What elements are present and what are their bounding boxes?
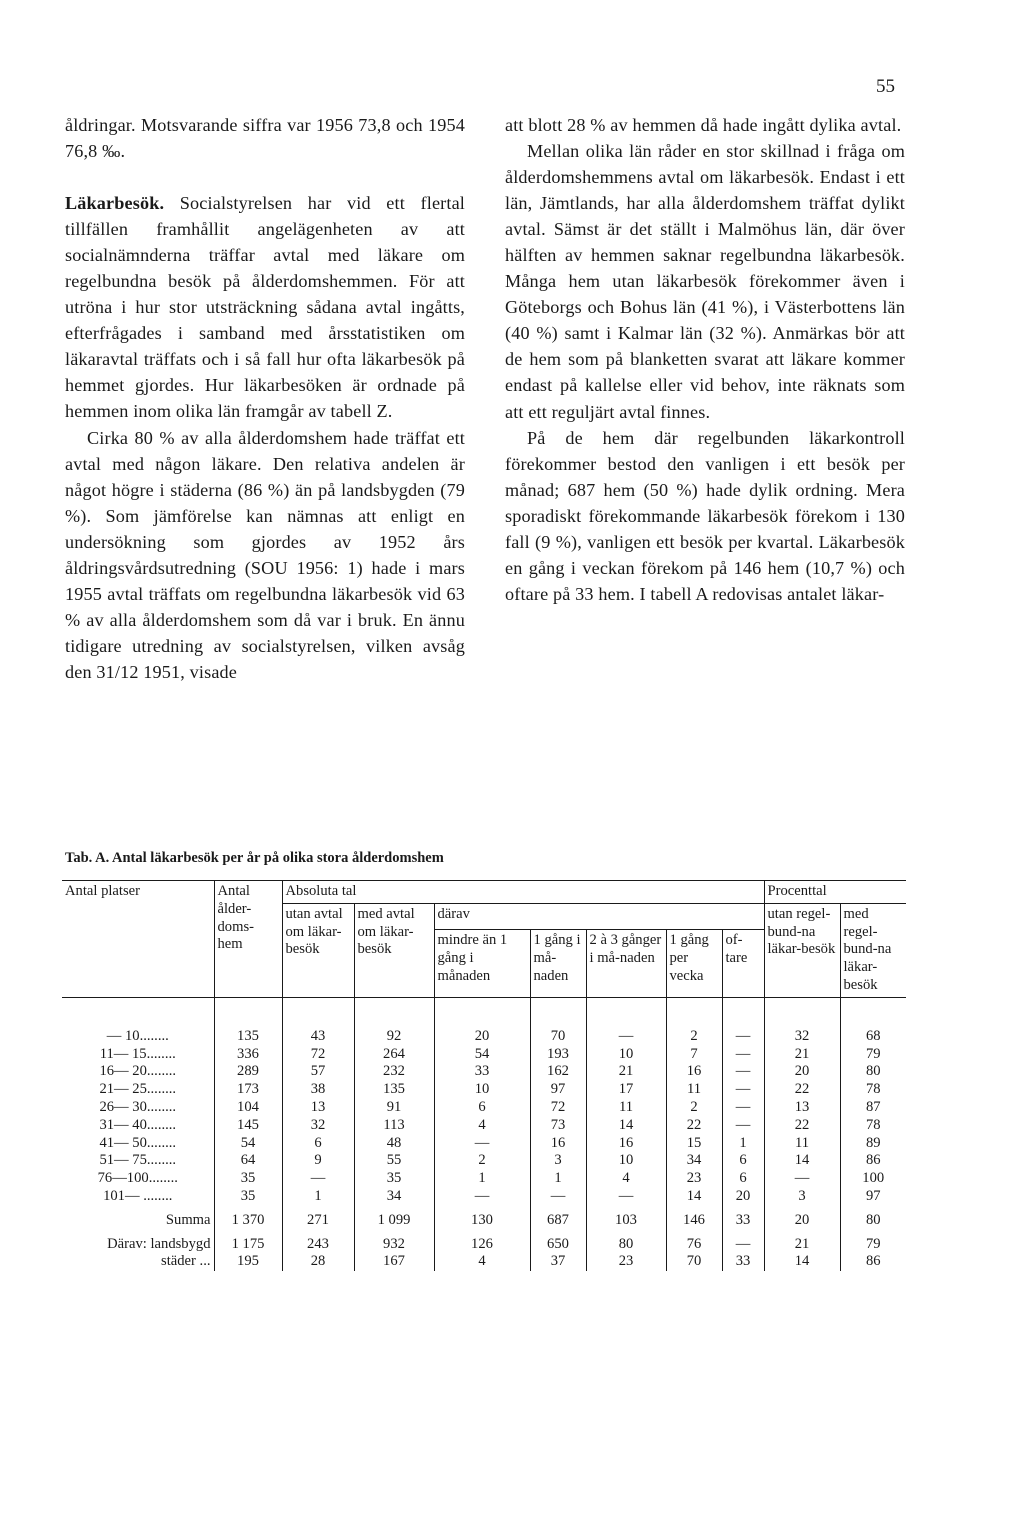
table-cell: 173 [214,1081,282,1099]
table-cell: 130 [434,1212,530,1230]
table-cell: 22 [666,1117,722,1135]
table-cell: — [586,1188,666,1206]
table-row [62,1117,906,1135]
table-cell: 28 [282,1253,354,1271]
table-cell: 10 [434,1081,530,1099]
table-cell: — [434,1135,530,1153]
table-cell: 162 [530,1063,586,1081]
row-label: 16— 20........ [99,1063,177,1080]
table-cell: 43 [282,1028,354,1046]
table-cell: 6 [722,1170,764,1188]
table-cell: — [722,1046,764,1064]
table-cell: — [282,1170,354,1188]
table-cell: 1 370 [214,1212,282,1230]
table-cell: 146 [666,1212,722,1230]
table-cell: 1 [530,1170,586,1188]
table-cell: 55 [354,1152,434,1170]
table-cell: 68 [840,1028,906,1046]
table-cell: — [722,1117,764,1135]
section-heading: Läkarbesök. [65,193,165,214]
table-cell: 103 [586,1212,666,1230]
table-cell: 48 [354,1135,434,1153]
table-cell: 167 [354,1253,434,1271]
row-label: 31— 40........ [99,1116,177,1133]
table-cell: 264 [354,1046,434,1064]
header-1-gang-vecka: 1 gång per vecka [666,930,722,998]
table-cell: 232 [354,1063,434,1081]
row-label: 76—100........ [97,1170,178,1187]
table-cell: 145 [214,1117,282,1135]
table-cell: — [764,1170,840,1188]
table-cell: 11 [666,1081,722,1099]
table-cell: 14 [764,1152,840,1170]
table-cell: — [722,1081,764,1099]
table-cell: 57 [282,1063,354,1081]
table-cell: 10 [586,1152,666,1170]
table-row [62,1188,906,1206]
row-label: 21— 25........ [99,1081,177,1098]
table-cell: 4 [434,1117,530,1135]
paragraph: Cirka 80 % av alla ålderdomshem hade träffat ett avtal med någon läkare. Den relativa andelen är något högre i städerna (86 %) än på landsbygden (79 %). Som jämförelse kan nämnas att enligt en undersökning som gjordes av 1952 års åldringsvårdsutredning (SOU 1956: 1) hade i mars 1955 avtal träffats om regelbundna läkarbesök vid 63 % av alla ålderdomshem som då var i bruk. En ännu tidigare utredning av socialstyrelsen, vilken avsåg den 31/12 1951, visade [65,427,465,682]
table-title: Tab. A. Antal läkarbesök per år på olika stora ålderdomshem [65,850,444,866]
table-cell: 35 [354,1170,434,1188]
table-cell: 7 [666,1046,722,1064]
table-cell: — [586,1028,666,1046]
table-cell: — [434,1188,530,1206]
row-label: 11— 15........ [99,1045,176,1062]
table-row [62,1236,906,1254]
table-cell: 64 [214,1152,282,1170]
row-label: städer ... [161,1253,211,1270]
table-cell: 1 [722,1135,764,1153]
table-cell: 92 [354,1028,434,1046]
table-cell: 22 [764,1081,840,1099]
table-cell: 4 [586,1170,666,1188]
table-cell: 78 [840,1117,906,1135]
table-cell: 87 [840,1099,906,1117]
table-cell: — [722,1063,764,1081]
table-cell: 20 [434,1028,530,1046]
table-cell: 34 [666,1152,722,1170]
table-cell: 21 [764,1236,840,1254]
table-cell: 9 [282,1152,354,1170]
header-pct-utan: utan regel-bund-na läkar-besök [764,903,840,997]
table-row [62,1170,906,1188]
row-label: 41— 50........ [99,1134,177,1151]
table-cell: 54 [434,1046,530,1064]
table-cell: 195 [214,1253,282,1271]
table-cell: 89 [840,1135,906,1153]
table-cell: 3 [764,1188,840,1206]
table-cell: 86 [840,1253,906,1271]
table-row [62,1099,906,1117]
table-cell: 79 [840,1236,906,1254]
table-cell: 34 [354,1188,434,1206]
table-cell: 72 [282,1046,354,1064]
table-cell: 35 [214,1188,282,1206]
table-cell: 1 [282,1188,354,1206]
table-cell: 336 [214,1046,282,1064]
paragraph-with-heading [65,190,465,424]
table-cell: 70 [666,1253,722,1271]
table-cell: 687 [530,1212,586,1230]
table-cell: 932 [354,1236,434,1254]
table-cell: 11 [764,1135,840,1153]
paragraph: På de hem där regelbunden läkarkontroll förekommer bestod den vanligen i ett besök per månad; 687 hem (50 %) hade dylik ordning. Mera sporadiskt förekommande läkarbesök förekom i 130 fall (9 %), vanligen ett besök per kvartal. Läkarbesök en gång i veckan förekom på 146 hem (10,7 %) och oftare på 33 hem. I tabell A redovisas antalet läkar- [505,427,905,604]
table-cell: 16 [530,1135,586,1153]
table-cell: 2 [666,1028,722,1046]
table-cell: 6 [282,1135,354,1153]
paragraph: Mellan olika län råder en stor skillnad i fråga om ålderdomshemmens avtal om läkarbesök. Endast i ett län, Jämtlands, har alla ålderdomshem träffat dylikt avtal. Sämst är det ställt i Malmöhus län, där över hälften av hemmen saknar regelbundna läkarbesök. Många hem utan läkarbesök förekommer även i Göteborgs och Bohus län (41 %), i Västerbottens län (40 %) samt i Kalmar län (32 %). Anmärkas bör att de hem som på blanketten svarat att läkare kommer endast på kallelse eller vid behov, inte räknats som att ett reguljärt avtal finnes. [505,141,905,422]
row-label: 26— 30........ [99,1098,177,1115]
table-cell: 17 [586,1081,666,1099]
table-cell: 37 [530,1253,586,1271]
table-cell: 21 [764,1046,840,1064]
table-cell: 73 [530,1117,586,1135]
table-cell: 78 [840,1081,906,1099]
header-med-avtal: med avtal om läkar-besök [354,903,434,997]
table-cell: 100 [840,1170,906,1188]
table-cell: 6 [722,1152,764,1170]
table-cell: 2 [434,1152,530,1170]
table-row [62,1046,906,1064]
header-procenttal: Procenttal [764,881,906,904]
table-cell: — [722,1099,764,1117]
paragraph: åldringar. Motsvarande siffra var 1956 73,8 och 1954 76,8 ‰. [65,115,465,162]
header-absoluta-tal: Absoluta tal [282,881,764,904]
table-row [62,1063,906,1081]
table-row [62,1135,906,1153]
table-row [62,1028,906,1046]
row-label: 51— 75........ [99,1152,177,1169]
table-cell: 23 [666,1170,722,1188]
table-cell: 38 [282,1081,354,1099]
data-table [62,880,906,1271]
table-cell: 1 099 [354,1212,434,1230]
table-cell: 650 [530,1236,586,1254]
table-cell: 20 [722,1188,764,1206]
table-cell: — [722,1028,764,1046]
table-cell: 80 [840,1212,906,1230]
table-cell: 97 [840,1188,906,1206]
table-cell: 23 [586,1253,666,1271]
row-label: Summa [165,1211,211,1228]
header-1-gang-manad: 1 gång i må-naden [530,930,586,998]
right-column [505,112,905,607]
header-darav: därav [434,903,764,929]
table-cell: 91 [354,1099,434,1117]
table-cell: 16 [666,1063,722,1081]
table-cell: 13 [282,1099,354,1117]
table-cell: 79 [840,1046,906,1064]
table-cell: 135 [354,1081,434,1099]
table-cell: 126 [434,1236,530,1254]
page-number: 55 [876,76,895,97]
table-cell: 33 [722,1212,764,1230]
table-cell: 113 [354,1117,434,1135]
table-row [62,1253,906,1271]
table-cell: 13 [764,1099,840,1117]
paragraph-text: Socialstyrelsen har vid ett flertal tillfällen framhållit angelägenheten av att socialnämnderna träffar avtal med läkare om regelbundna besök på ålderdomshemmen. För att utröna i hur stor utsträckning sådana avtal ingåtts, efterfrågades i samband med årsstatistiken om läkaravtal träffats och i så fall hur ofta läkarbesök på hemmet gjordes. Hur läkarbesöken är ordnade på hemmen inom olika län framgår av tabell Z. [65,193,466,422]
table-cell: 70 [530,1028,586,1046]
table-cell: 6 [434,1099,530,1117]
table-row [62,1081,906,1099]
table-cell: 1 [434,1170,530,1188]
row-label: 101— ........ [103,1187,173,1204]
table-cell: 243 [282,1236,354,1254]
header-antal-alderdomshem: Antal ålder-doms-hem [214,881,282,998]
table-cell: 135 [214,1028,282,1046]
header-utan-avtal: utan avtal om läkar-besök [282,903,354,997]
table-cell: 97 [530,1081,586,1099]
table-cell: 80 [586,1236,666,1254]
table-cell: 86 [840,1152,906,1170]
table-row [62,1152,906,1170]
table-cell: 15 [666,1135,722,1153]
table-cell: 20 [764,1063,840,1081]
table-cell: 22 [764,1117,840,1135]
table-cell: — [530,1188,586,1206]
table-cell: 271 [282,1212,354,1230]
table-cell: 20 [764,1212,840,1230]
table-cell: 33 [722,1253,764,1271]
table-cell: 35 [214,1170,282,1188]
table-cell: 76 [666,1236,722,1254]
table-cell: 11 [586,1099,666,1117]
table-cell: 289 [214,1063,282,1081]
table-cell: 14 [586,1117,666,1135]
table-cell: 104 [214,1099,282,1117]
table-cell: 10 [586,1046,666,1064]
table-cell: 21 [586,1063,666,1081]
table-cell: 14 [666,1188,722,1206]
table-cell: 72 [530,1099,586,1117]
table-cell: 2 [666,1099,722,1117]
table-cell: 14 [764,1253,840,1271]
header-mindre-an-1: mindre än 1 gång i månaden [434,930,530,998]
paragraph: att blott 28 % av hemmen då hade ingått dylika avtal. [505,115,902,135]
table-row [62,1212,906,1230]
row-label: — 10........ [106,1027,169,1044]
table-cell: 80 [840,1063,906,1081]
header-antal-platser: Antal platser [65,883,140,899]
table-cell: 32 [764,1028,840,1046]
table-cell: 33 [434,1063,530,1081]
table-cell: 3 [530,1152,586,1170]
header-oftare: of-tare [722,930,764,998]
table-cell: 32 [282,1117,354,1135]
left-column [65,112,465,685]
table-cell: 193 [530,1046,586,1064]
row-label: Därav: landsbygd [107,1235,211,1252]
header-2-3-ganger: 2 à 3 gånger i må-naden [586,930,666,998]
table-cell: 4 [434,1253,530,1271]
table-cell: 16 [586,1135,666,1153]
table-cell: — [722,1236,764,1254]
header-pct-med: med regel-bund-na läkar-besök [840,903,906,997]
table-cell: 1 175 [214,1236,282,1254]
table-cell: 54 [214,1135,282,1153]
